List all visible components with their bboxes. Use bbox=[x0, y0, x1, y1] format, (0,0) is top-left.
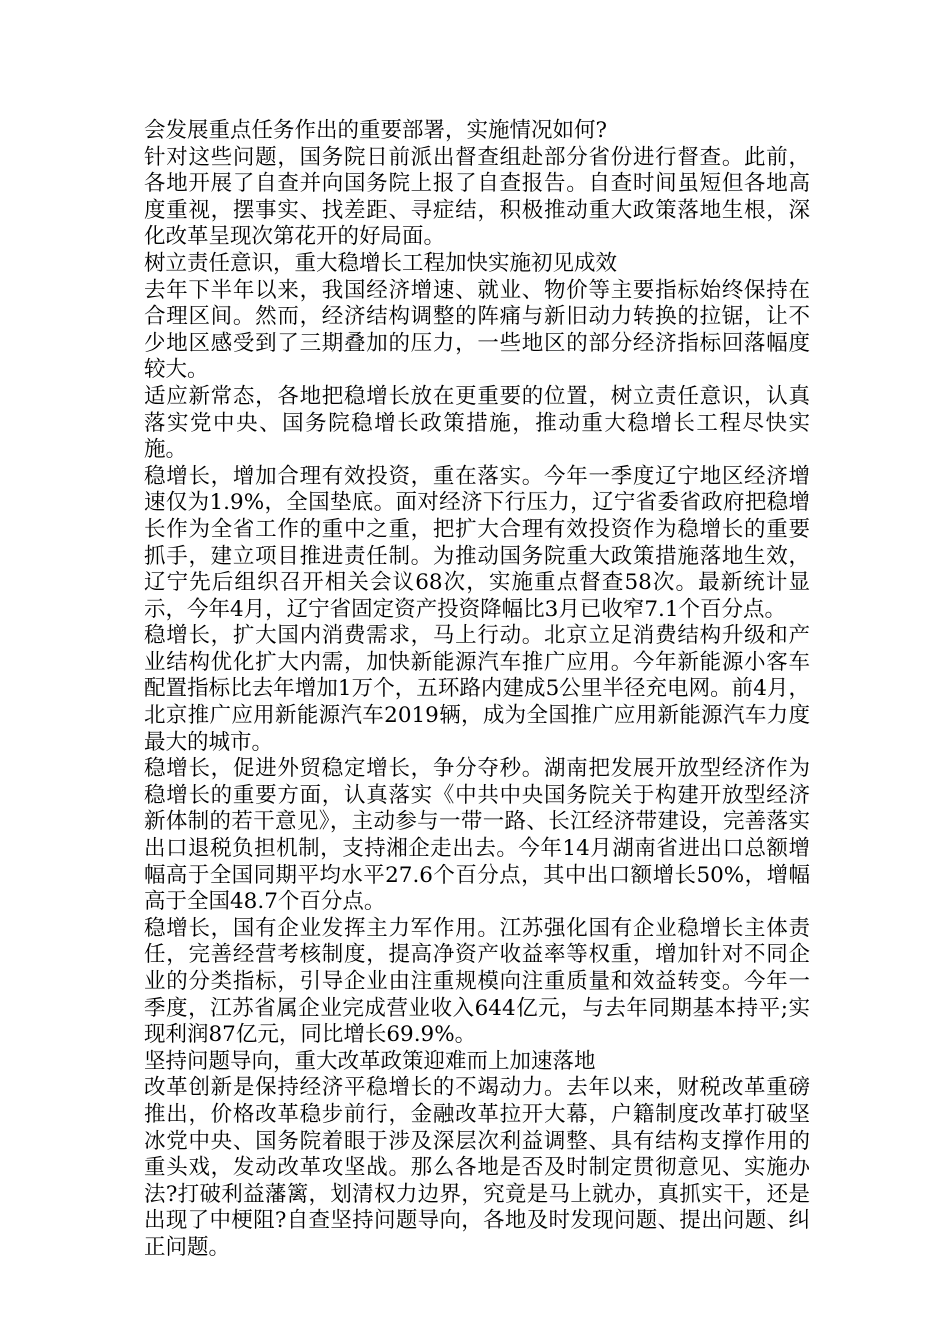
document-page bbox=[144, 118, 810, 1262]
section-heading-reform: 坚持问题导向，重大改革政策迎难而上加速落地 bbox=[144, 1048, 596, 1074]
paragraph-reform-innovation: 改革创新是保持经济平稳增长的不竭动力。去年以来，财税改革重磅推出，价格改革稳步前行，金融改革拉开大幕，户籍制度改革打破坚冰党中央、国务院着眼于涉及深层次利益调整、具有结构支撑作用的重头戏，发动改革攻坚战。那么各地是否及时制定贯彻意见、实施办法?打破利益藩篱，划清权力边界，究竟是马上就办，真抓实干，还是出现了中梗阻?自查坚持问题导向，各地及时发现问题、提出问题、纠正问题。 bbox=[144, 1075, 810, 1260]
paragraph-inspection: 针对这些问题，国务院日前派出督查组赴部分省份进行督查。此前，各地开展了自查并向国务院上报了自查报告。自查时间虽短但各地高度重视，摆事实、找差距、寻症结，积极推动重大政策落地生根，深化改革呈现次第花开的好局面。 bbox=[144, 144, 810, 250]
paragraph-hunan-trade: 稳增长，促进外贸稳定增长，争分夺秒。湖南把发展开放型经济作为稳增长的重要方面，认真落实《中共中央国务院关于构建开放型经济新体制的若干意见》，主动参与一带一路、长江经济带建设，完善落实出口退税负担机制，支持湘企走出去。今年14月湖南省进出口总额增幅高于全国同期平均水平27.6个百分点，其中出口额增长50%，增幅高于全国48.7个百分点。 bbox=[144, 756, 810, 915]
paragraph-new-normal: 适应新常态，各地把稳增长放在更重要的位置，树立责任意识，认真落实党中央、国务院稳增长政策措施，推动重大稳增长工程尽快实施。 bbox=[144, 383, 810, 463]
paragraph-intro-question: 会发展重点任务作出的重要部署，实施情况如何? bbox=[144, 118, 608, 143]
paragraph-liaoning-investment: 稳增长，增加合理有效投资，重在落实。今年一季度辽宁地区经济增速仅为1.9%，全国垫底。面对经济下行压力，辽宁省委省政府把稳增长作为全省工作的重中之重，把扩大合理有效投资作为稳增长的重要抓手，建立项目推进责任制。为推动国务院重大政策措施落地生效，辽宁先后组织召开相关会议68次，实施重点督查58次。最新统计显示，今年4月，辽宁省固定资产投资降幅比3月已收窄7.1个百分点。 bbox=[144, 463, 810, 622]
section-heading-responsibility: 树立责任意识，重大稳增长工程加快实施初见成效 bbox=[144, 250, 618, 276]
paragraph-beijing-consumption: 稳增长，扩大国内消费需求，马上行动。北京立足消费结构升级和产业结构优化扩大内需，加快新能源汽车推广应用。今年新能源小客车配置指标比去年增加1万个，五环路内建成5公里半径充电网。前4月，北京推广应用新能源汽车2019辆，成为全国推广应用新能源汽车力度最大的城市。 bbox=[144, 623, 810, 755]
paragraph-jiangsu-soe: 稳增长，国有企业发挥主力军作用。江苏强化国有企业稳增长主体责任，完善经营考核制度，提高净资产收益率等权重，增加针对不同企业的分类指标，引导企业由注重规模向注重质量和效益转变。今年一季度，江苏省属企业完成营业收入644亿元，与去年同期基本持平;实现利润87亿元，同比增长69.9%。 bbox=[144, 915, 810, 1048]
paragraph-economy-indicators: 去年下半年以来，我国经济增速、就业、物价等主要指标始终保持在合理区间。然而，经济结构调整的阵痛与新旧动力转换的拉锯，让不少地区感受到了三期叠加的压力，一些地区的部分经济指标回落幅度较大。 bbox=[144, 277, 810, 383]
